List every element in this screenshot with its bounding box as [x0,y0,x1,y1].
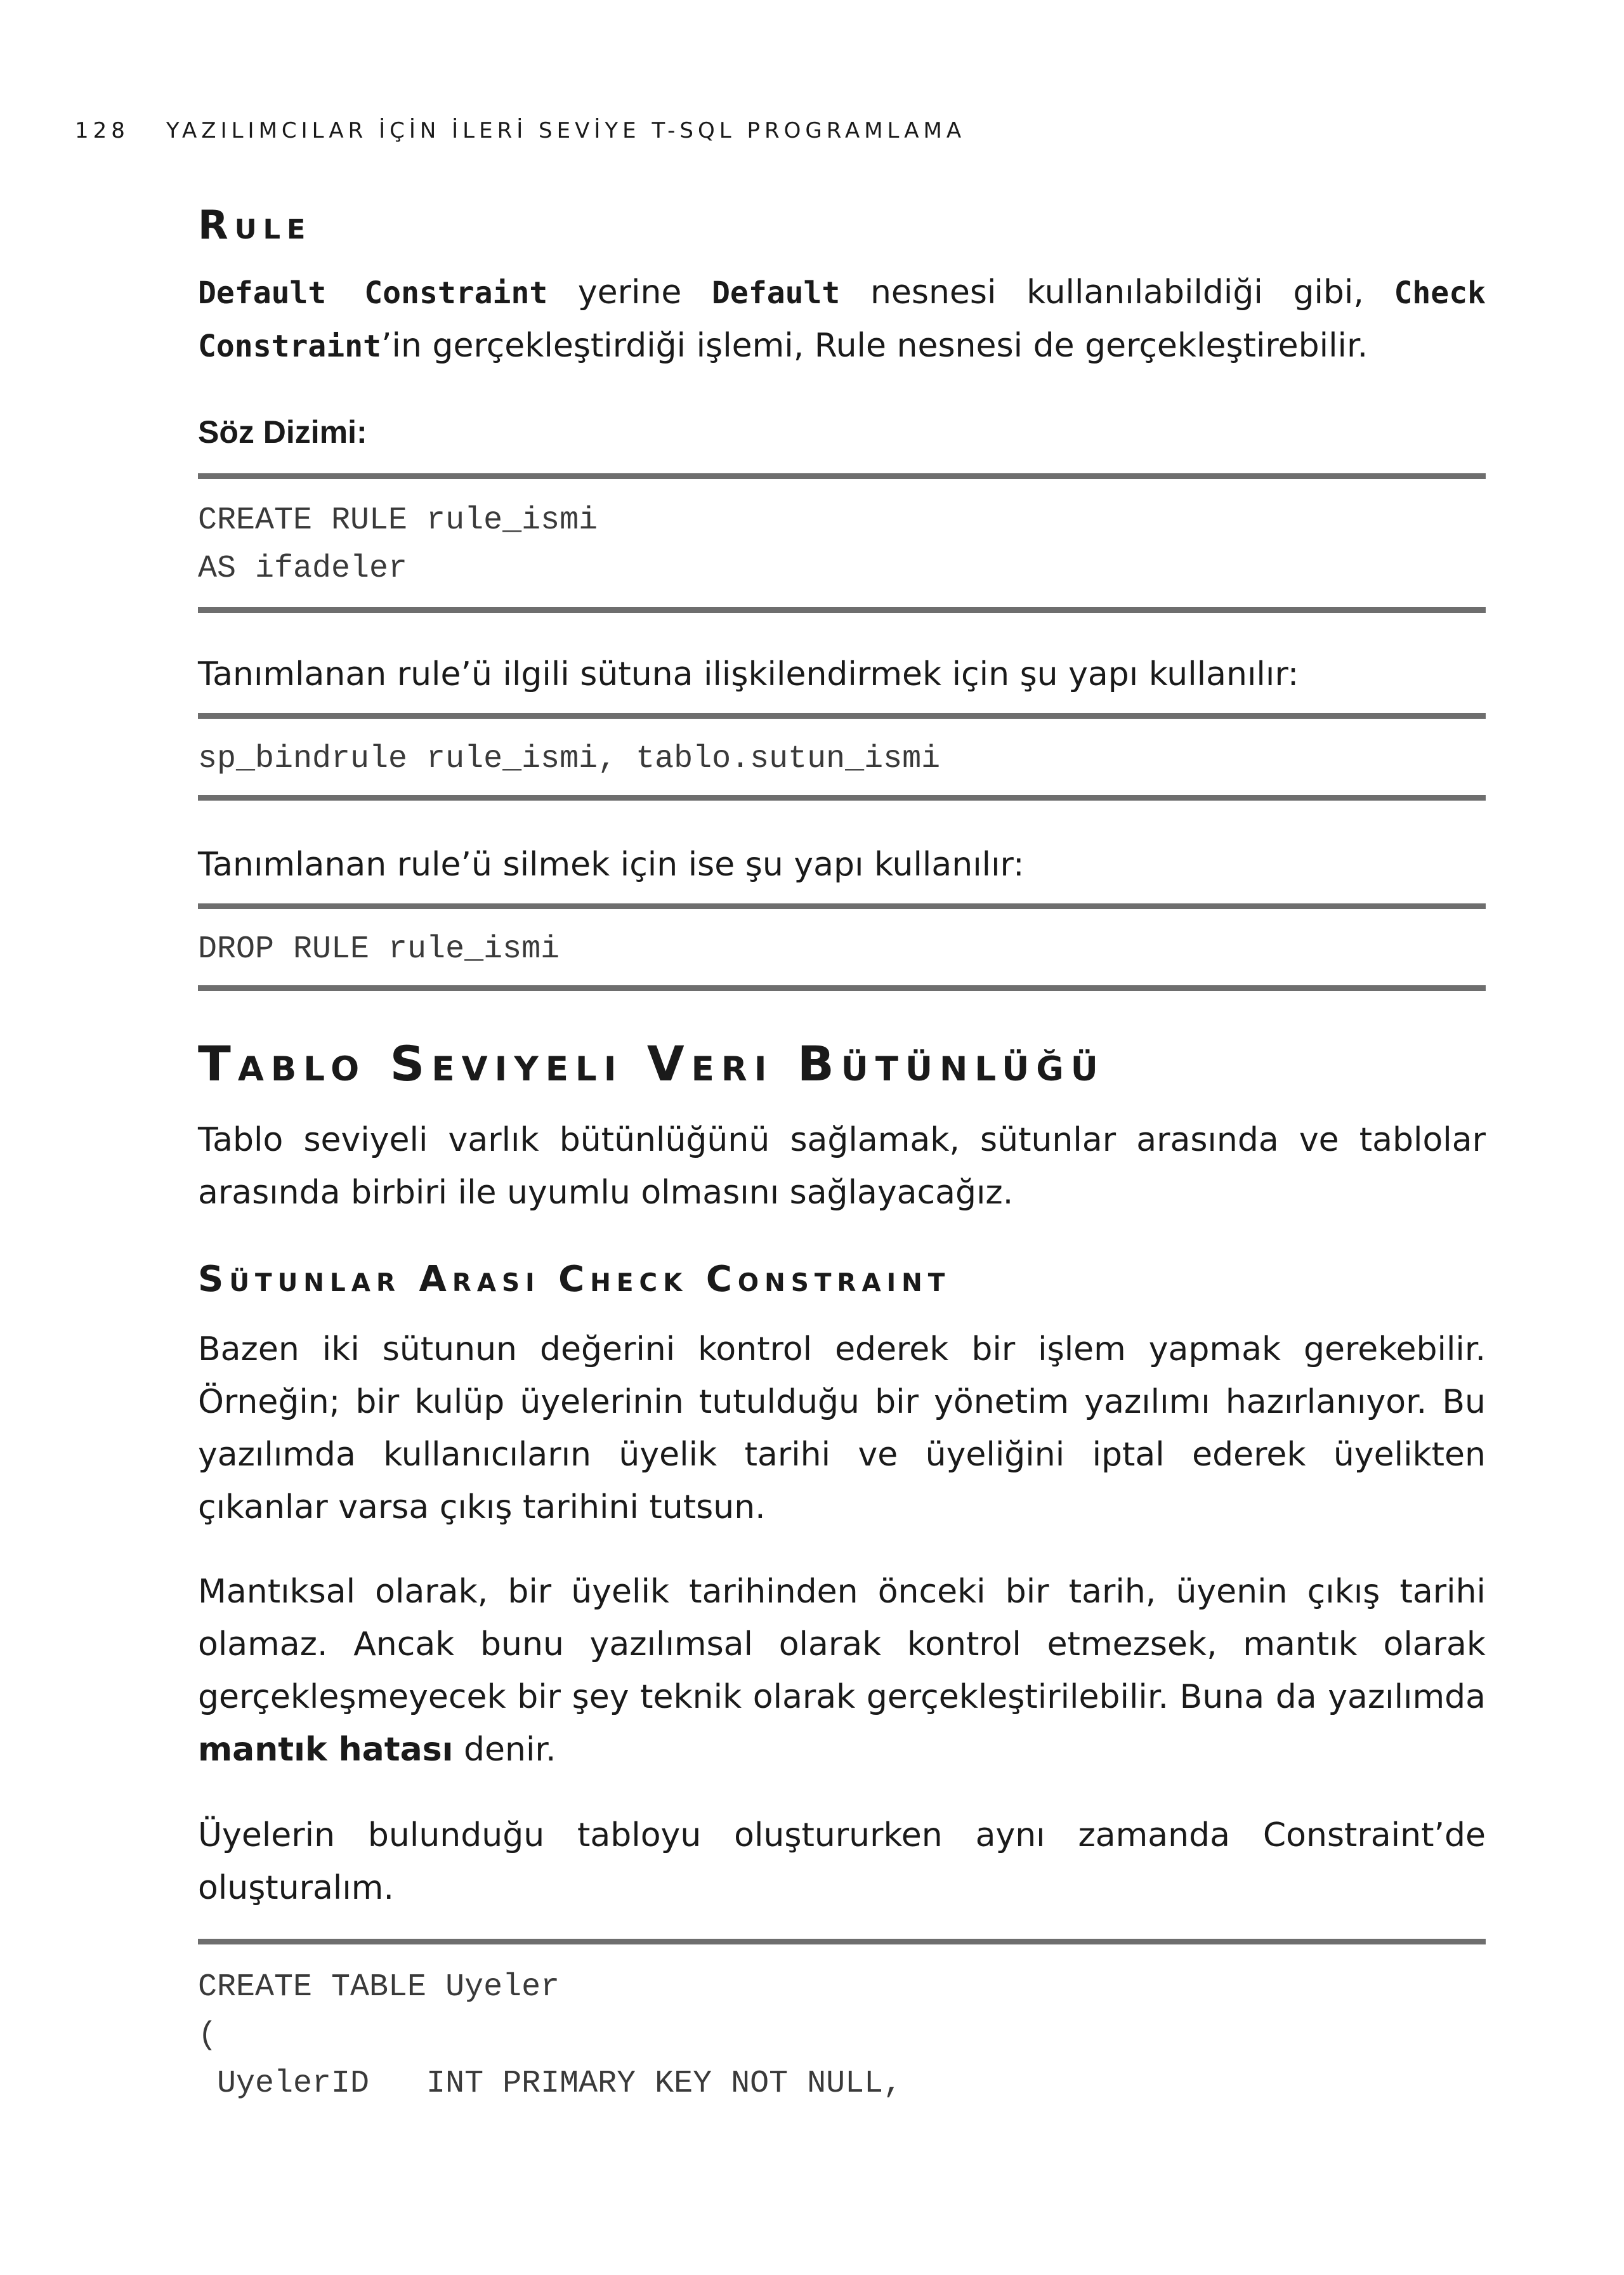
inline-code-default: Default [712,275,841,311]
paragraph-1: Bazen iki sütunun değerini kontrol ederek bir işlem yapmak gerekebilir. Örneğin; bir kulüp üyelerinin tutulduğu bir yönetim yazılımı hazırlanıyor. Bu yazılımda kullanıcıların üyelik tarihi ve üyeliğini iptal ederek üyelikten çıkanlar varsa çıkış tarihini tutsun. [198,1330,1486,1526]
para3-wrap [198,1809,1486,1915]
paragraph-2-bold-term: mantık hatası [198,1731,454,1769]
running-head [75,118,966,143]
syntax-code-block [198,473,1486,613]
section-heading-wrap [198,1035,1486,1092]
syntax-label-wrap [198,414,1486,450]
create-table-code-block [198,1939,1486,2129]
rule-intro-text-1: yerine [547,273,712,311]
section-heading: Tablo Seviyeli Veri Bütünlüğü [198,1035,1105,1092]
code-line: ( [198,2017,218,2054]
code-line: DROP RULE rule_ismi [198,931,560,967]
bind-code-block [198,713,1486,801]
rule-intro-text-2: nesnesi kullanılabildiği gibi, [840,273,1394,311]
code-line: sp_bindrule rule_ismi, tablo.sutun_ismi [198,741,941,777]
drop-code-block [198,903,1486,991]
section-intro-paragraph: Tablo seviyeli varlık bütünlüğünü sağlamak, sütunlar arasında ve tablolar arasında birbiri ile uyumlu olmasını sağlayacağız. [198,1121,1486,1212]
drop-text-wrap [198,839,1486,891]
rule-intro-text-3: ’in gerçekleştirdiği işlemi, Rule nesnesi de gerçekleştirebilir. [381,327,1368,365]
bind-text-wrap [198,648,1486,701]
subsection-heading: Sütunlar Arası Check Constraint [198,1259,951,1300]
code-line: CREATE RULE rule_ismi [198,502,598,539]
bind-explanation: Tanımlanan rule’ü ilgili sütuna ilişkilendirmek için şu yapı kullanılır: [198,655,1299,693]
rule-intro-wrap [198,266,1486,373]
subheading-wrap [198,1259,1486,1300]
inline-code-default-constraint: Default Constraint [198,275,548,311]
page-number: 128 [75,118,129,143]
rule-intro-paragraph [198,266,1486,373]
paragraph-2-text: Mantıksal olarak, bir üyelik tarihinden önceki bir tarih, üyenin çıkış tarihi olamaz. Ancak bunu yazılımsal olarak kontrol etmezsek, mantık olarak gerçekleşmeyecek bir şey teknik olarak gerçekleştirilebilir. Buna da yazılımda [198,1573,1486,1716]
paragraph-3: Üyelerin bulunduğu tabloyu oluştururken aynı zamanda Constraint’de oluşturalım. [198,1816,1486,1907]
syntax-label: Söz Dizimi: [198,414,367,450]
code-line: CREATE TABLE Uyeler [198,1969,560,2005]
paragraph-2-end: denir. [453,1731,556,1769]
code-line: AS ifadeler [198,551,408,587]
drop-explanation: Tanımlanan rule’ü silmek için ise şu yapı kullanılır: [198,846,1025,884]
code-line: UyelerID INT PRIMARY KEY NOT NULL, [198,2066,903,2102]
rule-heading-wrap [198,202,1486,248]
rule-heading: Rule [198,202,312,248]
running-head-title: YAZILIMCILAR İÇİN İLERİ SEVİYE T-SQL PROGRAMLAMA [166,118,966,143]
para1-wrap [198,1323,1486,1534]
paragraph-2 [198,1566,1486,1776]
inline-code-check-constraint: Check Constraint [198,275,1486,364]
para2-wrap [198,1566,1486,1776]
section-intro-wrap [198,1114,1486,1219]
